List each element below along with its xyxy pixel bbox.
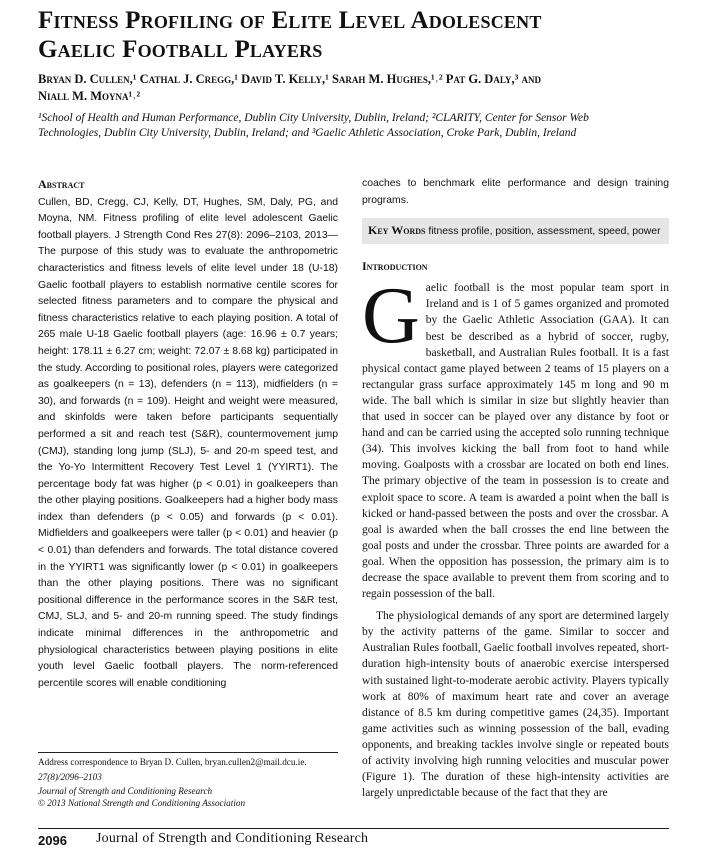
title-line-2: Gaelic Football Players bbox=[38, 36, 323, 63]
footnote-address: Address correspondence to Bryan D. Cullen, bryan.cullen2@mail.dcu.ie. bbox=[38, 757, 307, 767]
abstract-continued: coaches to benchmark elite performance and design training programs. bbox=[362, 178, 669, 206]
drop-cap: G bbox=[362, 272, 420, 361]
keywords-heading: Key Words bbox=[368, 223, 426, 238]
footnote-copyright: © 2013 National Strength and Conditioning Association bbox=[38, 798, 246, 809]
article-title bbox=[38, 6, 688, 64]
abstract-text: Cullen, BD, Cregg, CJ, Kelly, DT, Hughes, SM, Daly, PG, and Moyna, NM. Fitness profiling of elite level adolescent Gaelic football players. J Strength Cond Res 27(8): 2096–2103, 2013—The purpose of this study was to evaluate the anthropometric characteristics and fitness levels of elite level under 18 (U-18) Gaelic football players to establish normative centile scores for selected fitness parameters and to compare the physical and fitness characteristics relative to each playing position. A total of 265 male U-18 Gaelic football players (age: 16.96 ± 0.7 years; height: 178.11 ± 6.27 cm; weight: 72.07 ± 8.68 kg) participated in the study. According to positional roles, players were categorized as goalkeepers (n = 13), defenders (n = 113), midfielders (n = 30), and forwards (n = 109). Height and weight were measured, and skinfolds were taken before participants sequentially performed a sit and reach test (S&R), countermovement jump (CMJ), standing long jump (SLJ), 5- and 20-m speed test, and the Yo-Yo Intermittent Recovery Test Level 1 (YYIRT1). The percentage body fat was higher (p < 0.01) in goalkeepers than the other playing positions. Goalkeepers had a higher body mass index than defenders (p < 0.05) and forwards (p < 0.01). Midfielders and goalkeepers were taller (p < 0.01) and heavier (p < 0.01) than defenders and forwards. The total distance covered in the YYIRT1 was significantly lower (p < 0.01) in goalkeepers than the other playing positions. There was no significant positional difference in the performance scores in the S&R test, CMJ, SLJ, and 5- and 20-m running speed. The study findings indicate minimal differences in the anthropometric and physiological characteristics between playing positions in elite youth level Gaelic football players. The norm-referenced percentile scores will enable conditioning bbox=[38, 196, 338, 689]
authors-line-2: Niall M. Moyna¹˒² bbox=[38, 89, 141, 103]
affiliations-line-2: Technologies, Dublin City University, Dublin, Ireland; and ³Gaelic Athletic Association, Croke Park, Dublin, Ireland bbox=[38, 127, 577, 139]
authors-line-1: Bryan D. Cullen,¹ Cathal J. Cregg,¹ David T. Kelly,¹ Sarah M. Hughes,¹˒² Pat G. Daly,³ and bbox=[38, 72, 542, 86]
footer-rule bbox=[38, 828, 669, 829]
keywords-text: fitness profile, position, assessment, speed, power bbox=[428, 226, 661, 238]
affiliations-line-1: ¹School of Health and Human Performance, Dublin City University, Dublin, Ireland; ²CLARITY, Center for Sensor Web bbox=[38, 112, 589, 124]
affiliations bbox=[38, 111, 688, 141]
right-column bbox=[362, 176, 669, 801]
footnote-journal: Journal of Strength and Conditioning Research bbox=[38, 786, 213, 797]
introduction-heading: Introduction bbox=[362, 259, 428, 274]
running-footer-journal: Journal of Strength and Conditioning Research bbox=[96, 831, 369, 846]
abstract-column bbox=[38, 176, 338, 692]
keywords-box bbox=[362, 218, 669, 244]
abstract-heading: Abstract bbox=[38, 177, 85, 191]
introduction-paragraph-1 bbox=[362, 272, 669, 602]
introduction-paragraph-2: The physiological demands of any sport are determined largely by the activity patterns of the game. Similar to soccer and Australian Rules football, Gaelic football involves repeated, short-duration high-intensity bouts of anaerobic exercise interspersed with sustained light-to-moderate aerobic activity. Players typically work at 80% of maximum heart rate and cover an average distance of 8.5 km during competitive games (24,35). Important game activities such as winning possession of the ball, evading opponents, and breaking tackles involve single or repeated bouts of activity involving high running velocities and muscular power (Figure 1). The duration of these high-intensity activities are largely unpredictable because of the fact that they are bbox=[362, 610, 669, 800]
introduction-paragraph-1-text: aelic football is the most popular team sport in Ireland and is 1 of 5 games organized and promoted by the Gaelic Athletic Association (GAA). It can best be described as a hybrid of soccer, rugby, basketball, and Australian Rules football. It is a fast physical contact game played between 2 teams of 15 players on a rectangular grass surface approximately 145 m long and 90 m wide. The ball which is similar in size but slightly heavier than that used in soccer can be played over any distance by foot or hand and can be carried using the accepted solo running technique (34). This involves kicking the ball from foot to hand while moving. Goalposts with a crossbar are located on both end lines. The primary objective of the team in possession is to create and exploit space to score. A team is awarded a point when the ball is kicked or hand-passed between the posts and over the crossbar. A goal is awarded when the ball crosses the end line between the goal posts and under the crossbar. Three points are awarded for a goal. When the opposition has possession, the primary aim is to decrease the space available to prevent them from scoring and to regain possession of the ball. bbox=[362, 282, 669, 601]
page-number: 2096 bbox=[38, 833, 67, 848]
footnote-rule bbox=[38, 752, 338, 753]
footnote-volume: 27(8)/2096–2103 bbox=[38, 771, 102, 782]
title-line-1: Fitness Profiling of Elite Level Adolescent bbox=[38, 7, 542, 34]
author-list bbox=[38, 71, 688, 105]
footnotes bbox=[38, 757, 338, 810]
